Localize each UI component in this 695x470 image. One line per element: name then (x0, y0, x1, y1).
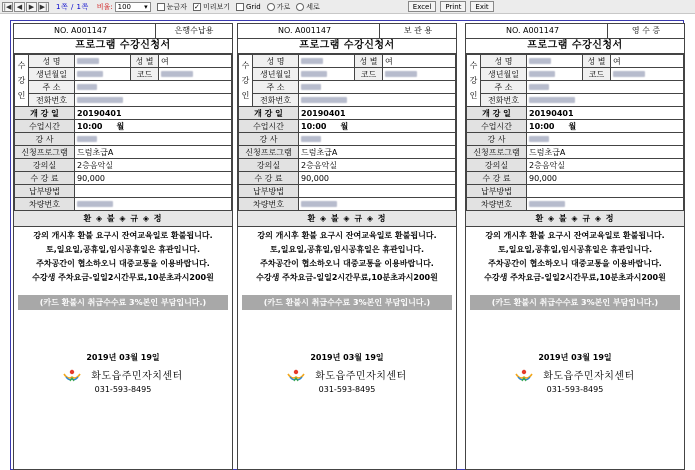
class-time-label: 수업시간 (467, 120, 527, 133)
birth-label: 생년월일 (29, 68, 75, 81)
course-table (466, 106, 684, 211)
refund-rules (238, 227, 456, 291)
organization-logo-icon (63, 368, 81, 382)
page-indicator: 1쪽 / 1쪽 (56, 2, 89, 11)
teacher-value (527, 133, 684, 146)
copy-type: 은행수납용 (174, 26, 214, 35)
payment-label: 납부방법 (239, 185, 299, 198)
last-page-button[interactable]: ▶| (39, 2, 48, 11)
fee-value: 90,000 (299, 172, 456, 185)
program-value: 드럼초급A (299, 146, 456, 159)
organization-name: 화도읍주민자치센터 (91, 371, 183, 382)
teacher-label: 강 사 (467, 133, 527, 146)
name-value (75, 55, 131, 68)
address-label: 주 소 (29, 81, 75, 94)
phone-label: 전화번호 (29, 94, 75, 107)
ruler-checkbox[interactable] (157, 3, 165, 11)
copy-type: 보 관 용 (403, 26, 433, 35)
car-value (299, 198, 456, 211)
code-label: 코드 (355, 68, 383, 81)
open-date-label: 개 강 일 (15, 107, 75, 120)
receipt-number: NO. A001147 (14, 24, 156, 38)
room-label: 강의실 (239, 159, 299, 172)
car-label: 차량번호 (467, 198, 527, 211)
open-date-label: 개 강 일 (239, 107, 299, 120)
form-title: 프로그램 수강신청서 (466, 39, 684, 54)
grid-checkbox[interactable] (236, 3, 244, 11)
prev-page-button[interactable]: ◀ (14, 2, 25, 12)
payment-value (75, 185, 232, 198)
refund-rules-title: 환 ◈ 불 ◈ 규 ◈ 정 (14, 211, 232, 227)
phone-value (527, 94, 684, 107)
landscape-label: 가로 (276, 2, 291, 11)
room-label: 강의실 (15, 159, 75, 172)
payment-value (299, 185, 456, 198)
payment-value (527, 185, 684, 198)
organization-name: 화도읍주민자치센터 (315, 371, 407, 382)
organization-logo-icon (287, 368, 305, 382)
open-date-value: 20190401 (75, 107, 232, 120)
applicant-side-label: 수강인 (15, 55, 29, 107)
zoom-label: 비율: (96, 2, 113, 11)
gender-label: 성 별 (355, 55, 383, 68)
open-date-value: 20190401 (527, 107, 684, 120)
organization (238, 367, 456, 382)
fee-label: 수 강 료 (239, 172, 299, 185)
rule-line: 토,일요일,공휴일,임시공휴일은 휴관입니다. (45, 245, 201, 254)
program-value: 드럼초급A (527, 146, 684, 159)
gender-label: 성 별 (583, 55, 611, 68)
preview-label: 미리보기 (202, 2, 230, 11)
portrait-label: 세로 (306, 2, 320, 11)
phone-label: 전화번호 (481, 94, 527, 107)
rule-line: 주차공간이 협소하오니 대중교통을 이용바랍니다. (260, 259, 434, 268)
rule-line: 수강생 주차요금-일일2시간무료,10분초과시200원 (32, 273, 214, 282)
organization-phone: 031-593-8495 (318, 385, 376, 394)
name-label: 성 명 (481, 55, 527, 68)
address-label: 주 소 (253, 81, 299, 94)
code-value (611, 68, 684, 81)
next-page-button[interactable]: ▶ (26, 2, 37, 12)
address-value (527, 81, 684, 94)
gender-value: 여 (159, 55, 232, 68)
rule-line: 주차공간이 협소하오니 대중교통을 이용바랍니다. (488, 259, 662, 268)
first-page-button[interactable]: |◀ (3, 2, 12, 11)
grid-label: Grid (246, 2, 261, 11)
class-day-value: 월 (115, 120, 232, 133)
receipt-header (238, 24, 456, 39)
rule-line: 강의 개시후 환불 요구시 잔여교육일로 환불됩니다. (257, 231, 437, 240)
receipt-header (466, 24, 684, 39)
teacher-value (75, 133, 232, 146)
car-value (75, 198, 232, 211)
applicant-table (238, 54, 456, 107)
form-title: 프로그램 수강신청서 (14, 39, 232, 54)
teacher-label: 강 사 (239, 133, 299, 146)
teacher-label: 강 사 (15, 133, 75, 146)
applicant-side-label: 수강인 (239, 55, 253, 107)
class-time-label: 수업시간 (15, 120, 75, 133)
name-label: 성 명 (253, 55, 299, 68)
phone-value (299, 94, 456, 107)
receipt-number: NO. A001147 (466, 24, 608, 38)
form-title: 프로그램 수강신청서 (238, 39, 456, 54)
zoom-select[interactable] (115, 2, 151, 12)
fee-label: 수 강 료 (15, 172, 75, 185)
portrait-radio[interactable] (296, 3, 304, 11)
car-label: 차량번호 (15, 198, 75, 211)
issue-date: 2019년 03월 19일 (86, 353, 160, 362)
payment-label: 납부방법 (467, 185, 527, 198)
receipt-number: NO. A001147 (238, 24, 380, 38)
birth-label: 생년월일 (481, 68, 527, 81)
open-date-value: 20190401 (299, 107, 456, 120)
open-date-label: 개 강 일 (467, 107, 527, 120)
receipt-archive-copy (237, 23, 457, 470)
course-table (14, 106, 232, 211)
fee-value: 90,000 (527, 172, 684, 185)
print-button[interactable]: Print (440, 1, 466, 12)
issue-date: 2019년 03월 19일 (310, 353, 384, 362)
chevron-down-icon: ▾ (144, 2, 148, 11)
birth-value (75, 68, 131, 81)
room-value: 2층음악실 (75, 159, 232, 172)
rule-line: 주차공간이 협소하오니 대중교통을 이용바랍니다. (36, 259, 210, 268)
rule-line: 토,일요일,공휴일,임시공휴일은 휴관입니다. (269, 245, 425, 254)
receipt-customer-copy (465, 23, 685, 470)
ruler-label: 눈금자 (166, 2, 187, 11)
organization-logo-icon (515, 368, 533, 382)
organization-phone: 031-593-8495 (546, 385, 604, 394)
receipt-bank-copy (13, 23, 233, 470)
birth-value (299, 68, 355, 81)
refund-rules (466, 227, 684, 291)
class-day-value: 월 (567, 120, 684, 133)
receipt-header (14, 24, 232, 39)
code-value (383, 68, 456, 81)
refund-rules (14, 227, 232, 291)
rule-line: 토,일요일,공휴일,임시공휴일은 휴관입니다. (497, 245, 653, 254)
preview-checkbox[interactable]: ✓ (194, 2, 200, 11)
address-value (299, 81, 456, 94)
organization-phone: 031-593-8495 (94, 385, 152, 394)
rule-line: 강의 개시후 환불 요구시 잔여교육일로 환불됩니다. (33, 231, 213, 240)
room-label: 강의실 (467, 159, 527, 172)
refund-rules-title: 환 ◈ 불 ◈ 규 ◈ 정 (238, 211, 456, 227)
rule-line: 강의 개시후 환불 요구시 잔여교육일로 환불됩니다. (485, 231, 665, 240)
excel-button[interactable]: Excel (408, 1, 437, 12)
birth-value (527, 68, 583, 81)
organization-name: 화도읍주민자치센터 (543, 371, 635, 382)
room-value: 2층음악실 (299, 159, 456, 172)
phone-value (75, 94, 232, 107)
card-refund-notice: (카드 환불시 취급수수료 3%본인 부담입니다.) (18, 295, 228, 310)
organization (14, 367, 232, 382)
name-value (527, 55, 583, 68)
rule-line: 수강생 주차요금-일일2시간무료,10분초과시200원 (256, 273, 438, 282)
car-value (527, 198, 684, 211)
name-value (299, 55, 355, 68)
class-time-label: 수업시간 (239, 120, 299, 133)
print-preview-toolbar (0, 0, 695, 14)
program-label: 신청프로그램 (239, 146, 299, 159)
class-time-value: 10:00 (75, 120, 115, 133)
code-label: 코드 (583, 68, 611, 81)
zoom-value: 100 (117, 2, 132, 11)
program-value: 드럼초급A (75, 146, 232, 159)
code-value (159, 68, 232, 81)
applicant-table (466, 54, 684, 107)
class-time-value: 10:00 (299, 120, 339, 133)
program-label: 신청프로그램 (467, 146, 527, 159)
room-value: 2층음악실 (527, 159, 684, 172)
name-label: 성 명 (29, 55, 75, 68)
code-label: 코드 (131, 68, 159, 81)
address-value (75, 81, 232, 94)
copy-type: 영 수 증 (631, 26, 661, 35)
course-table (238, 106, 456, 211)
gender-value: 여 (383, 55, 456, 68)
car-label: 차량번호 (239, 198, 299, 211)
exit-button[interactable]: Exit (470, 1, 493, 12)
program-label: 신청프로그램 (15, 146, 75, 159)
rule-line: 수강생 주차요금-일일2시간무료,10분초과시200원 (484, 273, 666, 282)
gender-label: 성 별 (131, 55, 159, 68)
payment-label: 납부방법 (15, 185, 75, 198)
phone-label: 전화번호 (253, 94, 299, 107)
refund-rules-title: 환 ◈ 불 ◈ 규 ◈ 정 (466, 211, 684, 227)
fee-value: 90,000 (75, 172, 232, 185)
teacher-value (299, 133, 456, 146)
class-time-value: 10:00 (527, 120, 567, 133)
gender-value: 여 (611, 55, 684, 68)
birth-label: 생년월일 (253, 68, 299, 81)
landscape-radio[interactable] (267, 3, 275, 11)
card-refund-notice: (카드 환불시 취급수수료 3%본인 부담입니다.) (242, 295, 452, 310)
card-refund-notice: (카드 환불시 취급수수료 3%본인 부담입니다.) (470, 295, 680, 310)
organization (466, 367, 684, 382)
class-day-value: 월 (339, 120, 456, 133)
address-label: 주 소 (481, 81, 527, 94)
fee-label: 수 강 료 (467, 172, 527, 185)
applicant-side-label: 수강인 (467, 55, 481, 107)
issue-date: 2019년 03월 19일 (538, 353, 612, 362)
applicant-table (14, 54, 232, 107)
